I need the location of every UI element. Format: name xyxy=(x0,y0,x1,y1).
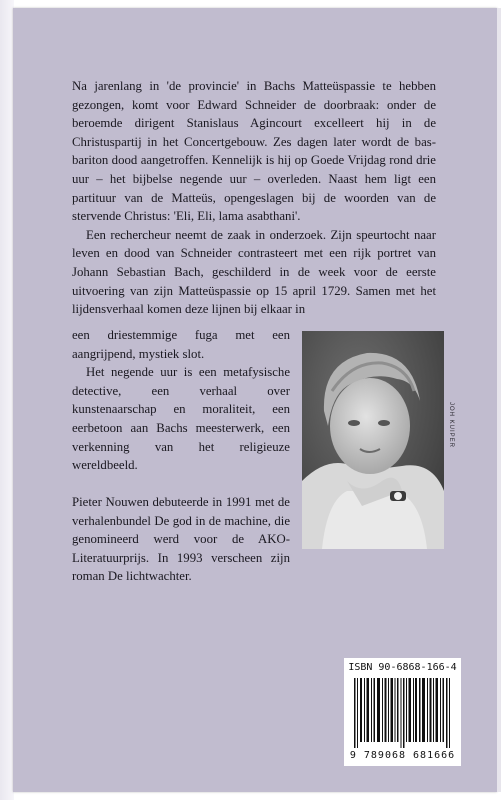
barcode-block xyxy=(344,658,461,766)
page-edge-right xyxy=(497,8,501,792)
page-edge-left xyxy=(0,0,14,800)
barcode-icon xyxy=(352,678,453,748)
isbn-label: ISBN 90-6868-166-4 xyxy=(348,662,457,673)
photo-credit xyxy=(444,360,458,500)
author-bio xyxy=(72,493,290,586)
blurb-paragraph-3: Het negende uur is een metafysische detective, een verhaal over kunstenaarschap en moraliteit, een eerbetoon aan Bachs meesterwerk, een verkenning van het religieuze wereldbeeld. xyxy=(72,365,290,473)
blurb-wrapped xyxy=(72,326,290,475)
blurb-paragraph-2: Een rechercheur neemt de zaak in onderzoek. Zijn speurtocht naar leven en dood van Schneider contrasteert met een rijk portret van Johann Sebastian Bach, geschilderd in de week voor de eerste uitvoering van zijn Matteüspassie op 15 april 1729. Samen met het lijdensverhaal komen deze lijnen bij elkaar in xyxy=(72,227,436,317)
blurb-paragraph-2-end: een driestemmige fuga met een aangrijpend, mystiek slot. xyxy=(72,328,290,361)
author-bio-paragraph: Pieter Nouwen debuteerde in 1991 met de verhalenbundel De god in de machine, die genomineerd werd voor de AKO-Literatuurprijs. In 1993 verscheen zijn roman De lichtwachter. xyxy=(72,495,290,584)
barcode-number: 9 789068 681666 xyxy=(349,750,456,761)
photo-credit-text: JOH KUIPER xyxy=(448,401,454,448)
blurb-main xyxy=(72,77,436,319)
blurb-paragraph-1: Na jarenlang in 'de provincie' in Bachs Matteüspassie te hebben gezongen, komt voor Edward Schneider de doorbraak: onder de beroemde dirigent Stanislaus Agincourt excelleert hij in de Christuspartij in het Concertgebouw. Zes dagen later wordt de bas-bariton dood aangetroffen. Kennelijk is hij op Goede Vrijdag rond drie uur – het bijbelse negende uur – overleden. Naast hem ligt een partituur van de Matteüs, opengeslagen bij de woorden van de stervende Christus: 'Eli, Eli, lama asabthani'. xyxy=(72,79,436,224)
author-photo xyxy=(302,331,444,549)
